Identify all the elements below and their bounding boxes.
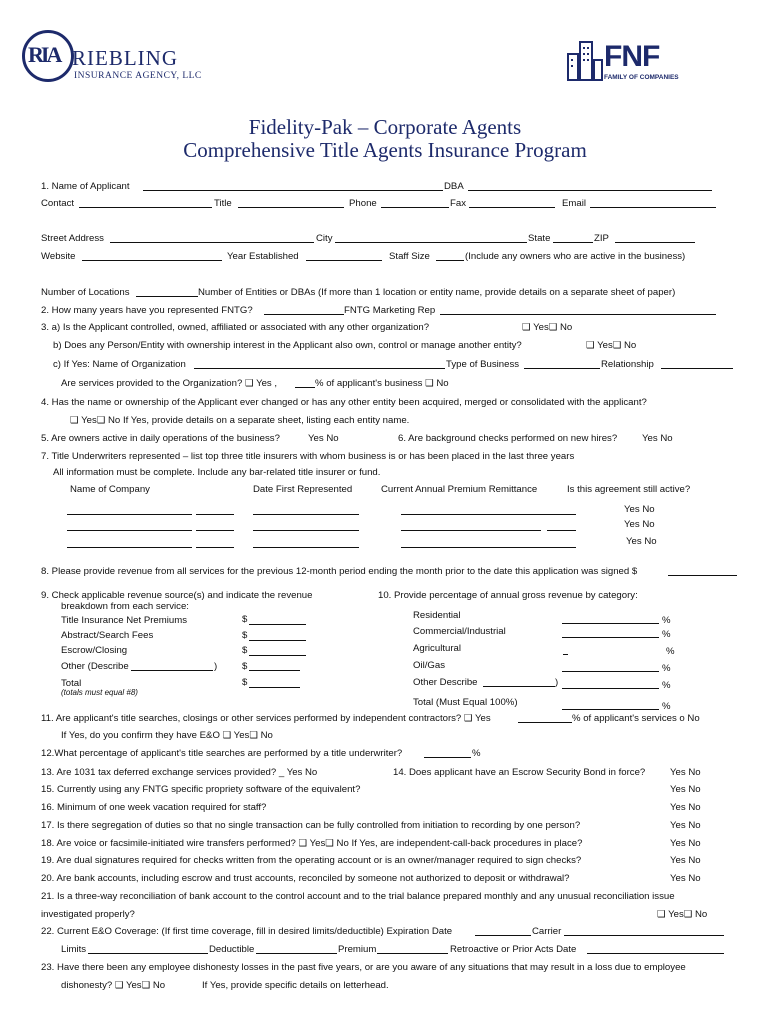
q3b-label: b) Does any Person/Entity with ownership interest in the Applicant also own, control or manage another entity? [53,340,522,351]
q15-yes-no[interactable]: Yes No [670,784,701,795]
applicant-name-field[interactable] [143,190,443,191]
state-field[interactable] [553,242,593,243]
revenue-other-close: ) [214,661,218,672]
q19-yes-no[interactable]: Yes No [670,855,701,866]
dollar-sign: $ [242,645,248,656]
phone-field[interactable] [381,207,449,208]
pct-residential-field[interactable] [562,623,659,624]
limits-field[interactable] [88,953,208,954]
revenue-total-label: Total [61,678,82,689]
revenue-escrow-label: Escrow/Closing [61,645,128,656]
date-field[interactable] [253,547,359,548]
pct-commercial-label: Commercial/Industrial [413,626,506,637]
title-label: Title [214,198,232,209]
pct-oilgas-field[interactable] [562,671,659,672]
q18-label[interactable]: 18. Are voice or facsimile-initiated wire transfers performed? ❑ Yes❑ No If Yes, are independent-call-back procedures in place? [41,838,583,849]
percent-sign: % [662,701,671,712]
email-label: Email [562,198,586,209]
organization-field[interactable] [194,368,445,369]
fnf-building-icon [564,38,604,82]
carrier-label: Carrier [532,926,562,937]
locations-field[interactable] [136,296,198,297]
q5-yes-no[interactable]: Yes No [308,433,339,444]
state-label: State [528,233,551,244]
riebling-subname: INSURANCE AGENCY, LLC [74,71,202,81]
pct-other-close: ) [555,677,559,688]
q14-yes-no[interactable]: Yes No [670,767,701,778]
active-yes-no[interactable]: Yes No [626,536,657,547]
q22-label: 22. Current E&O Coverage: (If first time coverage, fill in desired limits/deductible) Expiration Date [41,926,453,937]
zip-field[interactable] [615,242,695,243]
q13-label[interactable]: 13. Are 1031 tax deferred exchange services provided? _ Yes No [41,767,318,778]
percent-sign: % [662,629,671,640]
percent-sign: % [666,646,675,657]
contact-field[interactable] [79,207,212,208]
contractor-percent-field[interactable] [518,722,572,723]
retro-date-field[interactable] [587,953,724,954]
q21-label-b: investigated properly? [41,909,135,920]
title-field[interactable] [238,207,344,208]
page-subtitle: Comprehensive Title Agents Insurance Program [183,138,587,162]
rep-field[interactable] [440,314,716,315]
staff-note: (Include any owners who are active in the business) [465,251,686,262]
riebling-logo [22,30,202,90]
revenue-total-note: (totals must equal #8) [61,688,138,697]
q3b-checkboxes[interactable]: ❑ Yes❑ No [586,340,637,351]
business-type-field[interactable] [524,368,600,369]
q21-checkboxes[interactable]: ❑ Yes❑ No [657,909,708,920]
company-field[interactable] [67,530,192,531]
premium-field-b[interactable] [547,530,576,531]
q17-label: 17. Is there segregation of duties so that no single transaction can be fully controlled from initiation to recording by one person? [41,820,581,831]
q4-label: 4. Has the name or ownership of the Applicant ever changed or has any other entity been acquired, merged or consolidated with the applicant? [41,397,647,408]
q17-yes-no[interactable]: Yes No [670,820,701,831]
q14-label: 14. Does applicant have an Escrow Security Bond in force? [393,767,646,778]
q9-label-b: breakdown from each service: [61,601,189,612]
date-field[interactable] [253,530,359,531]
fax-field[interactable] [469,207,555,208]
revenue-title-premiums-field[interactable] [249,624,306,625]
q23-note: If Yes, provide specific details on letterhead. [202,980,389,991]
website-label: Website [41,251,76,262]
dollar-sign: $ [242,677,248,688]
q12-label: 12.What percentage of applicant's title searches are performed by a title underwriter? [41,748,403,759]
company-field-b[interactable] [196,547,234,548]
email-field[interactable] [590,207,716,208]
q3c-label: c) If Yes: Name of Organization [53,359,186,370]
col-date: Date First Represented [253,484,353,495]
carrier-field[interactable] [564,935,724,936]
fnf-subname: FAMILY OF COMPANIES [604,74,679,81]
riebling-logo-monogram: RIA [28,42,60,67]
pct-other-describe-field[interactable] [483,686,555,687]
revenue-other-field[interactable] [249,670,300,671]
dba-field[interactable] [468,190,712,191]
percent-sign: % [662,663,671,674]
entities-label: Number of Entities or DBAs (If more than 1 location or entity name, provide details on a separate sheet of paper) [198,287,676,298]
pct-other-field[interactable] [562,688,659,689]
q11-eo-label[interactable]: If Yes, do you confirm they have E&O ❑ Yes❑ No [61,730,273,741]
q3a-label: 3. a) Is the Applicant controlled, owned, affiliated or associated with any other organization? [41,322,430,333]
q16-label: 16. Minimum of one week vacation required for staff? [41,802,267,813]
premium-field[interactable] [377,953,448,954]
pct-other-label: Other Describe [413,677,478,688]
dollar-sign: $ [242,661,248,672]
col-company: Name of Company [70,484,150,495]
q1-label: 1. Name of Applicant [41,181,130,192]
q4-checkboxes[interactable]: ❑ Yes❑ No If Yes, provide details on a separate sheet, listing each entity name. [70,415,410,426]
q7-label: 7. Title Underwriters represented – list top three title insurers with whom business is or has been placed in the last three years [41,451,575,462]
contact-label: Contact [41,198,75,209]
q11-label-b[interactable]: % of applicant's services o No [572,713,700,724]
pct-agricultural-label: Agricultural [413,643,461,654]
percent-sign: % [662,680,671,691]
expiration-date-field[interactable] [475,935,531,936]
pct-commercial-field[interactable] [562,637,659,638]
date-field[interactable] [253,514,359,515]
pct-total-field[interactable] [562,709,659,710]
q3a-checkboxes[interactable]: ❑ Yes❑ No [522,322,573,333]
q23-checkboxes[interactable]: dishonesty? ❑ Yes❑ No [61,980,166,991]
staff-field[interactable] [436,260,464,261]
locations-label: Number of Locations [41,287,130,298]
fnf-logo [564,38,694,88]
revenue-title-premiums-label: Title Insurance Net Premiums [61,615,188,626]
premium-field[interactable] [401,514,576,515]
services-label[interactable]: Are services provided to the Organization? ❑ Yes , [61,378,278,389]
revenue-other-describe-field[interactable] [131,670,213,671]
year-field[interactable] [306,260,382,261]
revenue-other-label: Other (Describe [61,661,129,672]
q8-label: 8. Please provide revenue from all services for the previous 12-month period ending the month prior to the date this application was signed $ [41,566,638,577]
q15-label: 15. Currently using any FNTG specific propriety software of the equivalent? [41,784,361,795]
revenue-abstract-field[interactable] [249,640,306,641]
zip-label: ZIP [594,233,609,244]
q18-yes-no[interactable]: Yes No [670,838,701,849]
services-label-b[interactable]: % of applicant's business ❑ No [315,378,449,389]
q20-label: 20. Are bank accounts, including escrow and trust accounts, reconciled by someone not authorized to deposit or withdrawal? [41,873,570,884]
pct-oilgas-label: Oil/Gas [413,660,445,671]
company-field[interactable] [67,514,192,515]
q7-note: All information must be complete. Include any bar-related title insurer or fund. [53,467,381,478]
relationship-field[interactable] [661,368,733,369]
q16-yes-no[interactable]: Yes No [670,802,701,813]
q23-label: 23. Have there been any employee dishonesty losses in the past five years, or are you aware of any situations that may result in a loss due to employee [41,962,686,973]
q2-label: 2. How many years have you represented FNTG? [41,305,253,316]
business-type-label: Type of Business [446,359,520,370]
rep-label: FNTG Marketing Rep [344,305,436,316]
years-field[interactable] [264,314,344,315]
phone-label: Phone [349,198,377,209]
revenue-sum-field[interactable] [249,687,300,688]
company-field-b[interactable] [196,514,234,515]
underwriter-percent-field[interactable] [424,757,471,758]
street-label: Street Address [41,233,104,244]
q5-label: 5. Are owners active in daily operations of the business? [41,433,280,444]
retro-label: Retroactive or Prior Acts Date [450,944,577,955]
relationship-label: Relationship [601,359,654,370]
website-field[interactable] [82,260,222,261]
limits-label: Limits [61,944,87,955]
dollar-sign: $ [242,630,248,641]
city-field[interactable] [335,242,527,243]
staff-label: Staff Size [389,251,430,262]
percent-sign: % [472,748,481,759]
fnf-name: FNF [604,40,660,73]
dollar-sign: $ [242,614,248,625]
q21-label: 21. Is a three-way reconciliation of bank account to the control account and to the trial balance prepared monthly and any unusual reconciliation issue [41,891,675,902]
percent-sign: % [662,615,671,626]
pct-total-label: Total (Must Equal 100%) [413,697,518,708]
q19-label: 19. Are dual signatures required for checks written from the operating account or is an owner/manager required to sign checks? [41,855,582,866]
city-label: City [316,233,333,244]
revenue-escrow-field[interactable] [249,655,306,656]
premium-field[interactable] [401,547,576,548]
q20-yes-no[interactable]: Yes No [670,873,701,884]
page-title: Fidelity-Pak – Corporate Agents [248,115,522,139]
pct-agricultural-field[interactable] [563,654,568,655]
active-yes-no[interactable]: Yes No [624,504,655,515]
revenue-abstract-label: Abstract/Search Fees [61,630,154,641]
deductible-label: Deductible [209,944,255,955]
year-label: Year Established [227,251,299,262]
q9-label: 9. Check applicable revenue source(s) and indicate the revenue [41,590,313,601]
q6-label: 6. Are background checks performed on new hires? [398,433,618,444]
premium-label: Premium [338,944,377,955]
col-active: Is this agreement still active? [567,484,691,495]
revenue-total-field[interactable] [668,575,737,576]
company-field-b[interactable] [196,530,234,531]
q10-label: 10. Provide percentage of annual gross revenue by category: [378,590,638,601]
col-premium: Current Annual Premium Remittance [381,484,538,495]
riebling-name: RIEBLING [72,46,178,70]
q11-label[interactable]: 11. Are applicant's title searches, closings or other services performed by independent contractors? ❑ Yes [41,713,491,724]
company-field[interactable] [67,547,192,548]
q6-yes-no[interactable]: Yes No [642,433,673,444]
fax-label: Fax [450,198,466,209]
services-percent-field[interactable] [295,387,315,388]
premium-field[interactable] [401,530,541,531]
deductible-field[interactable] [256,953,337,954]
dba-label: DBA [444,181,464,192]
street-field[interactable] [110,242,314,243]
pct-residential-label: Residential [413,610,461,621]
active-yes-no[interactable]: Yes No [624,519,655,530]
